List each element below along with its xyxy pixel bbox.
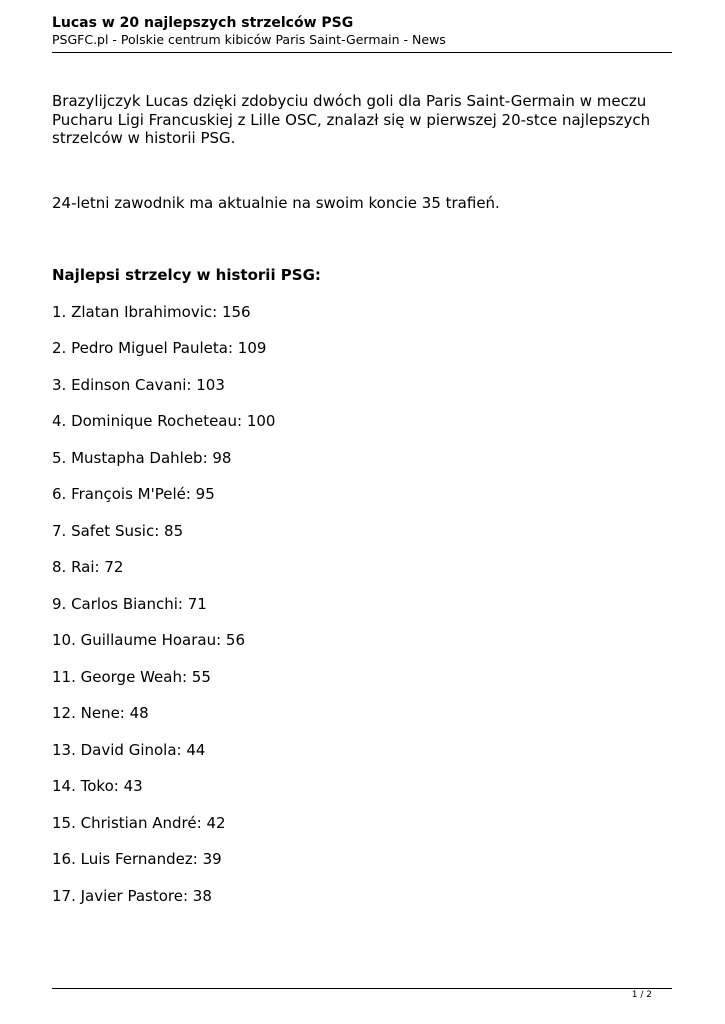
document-title: Lucas w 20 najlepszych strzelców PSG [52,15,354,31]
list-item: 8. Rai: 72 [52,558,124,576]
list-item: 10. Guillaume Hoarau: 56 [52,631,245,649]
site-subtitle: PSGFC.pl - Polskie centrum kibiców Paris Saint-Germain - News [52,32,446,47]
list-item: 14. Toko: 43 [52,777,143,795]
list-item: 5. Mustapha Dahleb: 98 [52,448,232,467]
intro-paragraph: Brazylijczyk Lucas dzięki zdobyciu dwóch goli dla Paris Saint-Germain w meczu Pucharu Ligi Francuskiej z Lille OSC, znalazł się w pierwszej 20-stce najlepszych strzelców w historii PSG. [52,92,651,147]
list-item: 1. Zlatan Ibrahimovic: 156 [52,302,251,321]
list-item: 15. Christian André: 42 [52,813,226,832]
list-item: 11. George Weah: 55 [52,667,211,686]
header-divider [52,52,672,53]
list-item: 7. Safet Susic: 85 [52,521,184,540]
page-header [52,14,672,48]
list-item: 9. Carlos Bianchi: 71 [52,594,207,613]
list-item: 4. Dominique Rocheteau: 100 [52,412,276,430]
list-item: 2. Pedro Miguel Pauleta: 109 [52,339,267,357]
list-item: 17. Javier Pastore: 38 [52,886,212,905]
page-number: 1 / 2 [631,990,652,1000]
list-item: 12. Nene: 48 [52,704,149,722]
list-item: 13. David Ginola: 44 [52,740,206,759]
scorers-list [52,303,672,906]
list-item: 3. Edinson Cavani: 103 [52,375,225,394]
article-body [52,92,672,905]
footer-divider [52,988,672,989]
age-paragraph: 24-letni zawodnik ma aktualnie na swoim koncie 35 trafień. [52,193,500,212]
list-item: 6. François M'Pelé: 95 [52,485,215,503]
list-item: 16. Luis Fernandez: 39 [52,850,222,868]
scorers-heading: Najlepsi strzelcy w historii PSG: [52,266,321,284]
